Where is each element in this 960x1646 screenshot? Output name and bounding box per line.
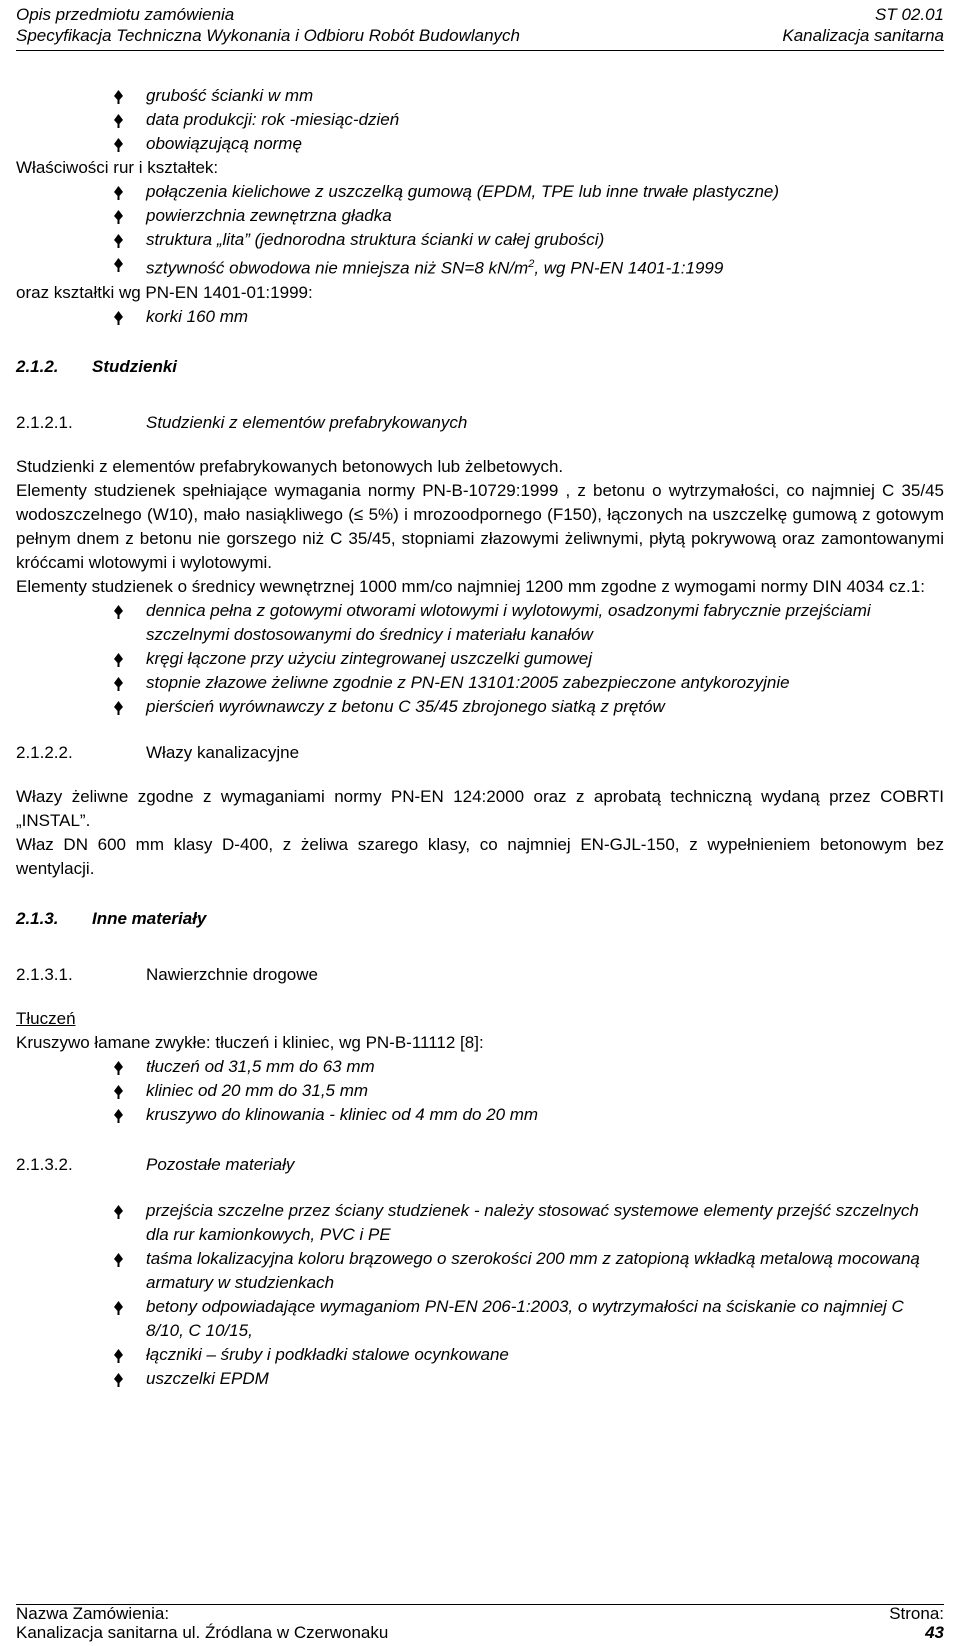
diamond-bullet-icon — [114, 1301, 123, 1315]
section-heading — [16, 907, 944, 931]
footer-page-label: Strona: — [889, 1604, 944, 1623]
diamond-bullet-icon — [114, 258, 123, 272]
list-item-text: powierzchnia zewnętrzna gładka — [146, 206, 392, 225]
list-item — [16, 599, 944, 647]
footer-page-number: 43 — [925, 1623, 944, 1642]
header-spec-code: ST 02.01 — [875, 5, 944, 24]
stiffness-norm: , wg PN-EN 1401-1:1999 — [534, 258, 724, 278]
list-item-text: betony odpowiadające wymaganiom PN-EN 206-1:2003, o wytrzymałości na ściskanie co najmniej C 8/10, C 10/15, — [146, 1296, 904, 1340]
fittings-norm: oraz kształtki wg PN-EN 1401-01:1999: — [16, 282, 313, 302]
list-item — [16, 1055, 944, 1079]
list-item-text: połączenia kielichowe z uszczelką gumową (EPDM, TPE lub inne trwałe plastyczne) — [146, 182, 780, 201]
paragraph: Włazy żeliwne zgodne z wymaganiami normy PN-EN 124:2000 oraz z aprobatą techniczną wydaną przez COBRTI „INSTAL”. — [16, 786, 944, 830]
subsection-title: Studzienki z elementów prefabrykowanych — [146, 412, 468, 432]
subsection-title: Pozostałe materiały — [146, 1154, 295, 1174]
header-section-name: Kanalizacja sanitarna — [782, 26, 944, 45]
subsection-number: 2.1.3.1. — [16, 964, 73, 984]
list-item-text: pierścień wyrównawczy z betonu C 35/45 zbrojonego siatką z prętów — [146, 696, 665, 716]
list-item — [16, 228, 944, 252]
properties-list — [16, 180, 944, 252]
plugs-list — [16, 305, 944, 329]
subsection-number: 2.1.3.2. — [16, 1154, 73, 1174]
list-item-text: tłuczeń od 31,5 mm do 63 mm — [146, 1056, 375, 1076]
paragraph: Kruszywo łamane zwykłe: tłuczeń i kliniec, wg PN-B-11112 [8]: — [16, 1032, 484, 1052]
list-item-text: stopnie złazowe żeliwne zgodnie z PN-EN 13101:2005 zabezpieczone antykorozyjnie — [146, 672, 790, 692]
diamond-bullet-icon — [114, 701, 123, 715]
marking-list — [16, 84, 944, 156]
diamond-bullet-icon — [114, 311, 123, 325]
stiffness-text: sztywność obwodowa nie mniejsza niż SN=8 kN/m — [146, 258, 529, 278]
header-spec-title: Specyfikacja Techniczna Wykonania i Odbioru Robót Budowlanych — [16, 26, 520, 45]
diamond-bullet-icon — [114, 1061, 123, 1075]
list-item — [16, 132, 944, 156]
list-item-text: dennica pełna z gotowymi otworami wlotowymi i wylotowymi, osadzonymi fabrycznie przejściami szczelnymi dostosowanymi do średnicy i materiału kanałów — [146, 600, 871, 644]
section-number: 2.1.3. — [16, 908, 59, 928]
list-item — [16, 84, 944, 108]
footer-order-label: Nazwa Zamówienia: — [16, 1604, 170, 1623]
list-item — [16, 305, 944, 329]
manhole-elements-list — [16, 599, 944, 719]
list-item-text: kruszywo do klinowania - kliniec od 4 mm do 20 mm — [146, 1104, 539, 1124]
diamond-bullet-icon — [114, 1253, 123, 1267]
subsection-heading — [16, 1153, 944, 1177]
list-item — [16, 252, 944, 281]
list-item-text: kręgi łączone przy użyciu zintegrowanej uszczelki gumowej — [146, 648, 592, 668]
diamond-bullet-icon — [114, 1349, 123, 1363]
list-item-text: korki 160 mm — [146, 306, 249, 326]
footer-order-name: Kanalizacja sanitarna ul. Źródlana w Czerwonaku — [16, 1623, 389, 1642]
list-item-text: struktura „lita” (jednorodna struktura ścianki w całej grubości) — [146, 230, 605, 249]
aggregate-list — [16, 1055, 944, 1127]
list-item-text: data produkcji: rok -miesiąc-dzień — [146, 110, 400, 129]
tluczen-heading: Tłuczeń — [16, 1008, 76, 1028]
diamond-bullet-icon — [114, 1109, 123, 1123]
list-item — [16, 671, 944, 695]
diamond-bullet-icon — [114, 210, 123, 224]
subsection-title: Nawierzchnie drogowe — [146, 964, 318, 984]
paragraph: Właz DN 600 mm klasy D-400, z żeliwa szarego klasy, co najmniej EN-GJL-150, z wypełnieniem betonowym bez wentylacji. — [16, 834, 944, 878]
diamond-bullet-icon — [114, 605, 123, 619]
stiffness-list — [16, 252, 944, 281]
fittings-label: Właściwości rur i kształtek: — [16, 158, 219, 177]
page-footer — [16, 1604, 944, 1642]
list-item — [16, 1199, 944, 1247]
other-materials-list — [16, 1199, 944, 1391]
paragraph: Studzienki z elementów prefabrykowanych betonowych lub żelbetowych. — [16, 456, 564, 476]
diamond-bullet-icon — [114, 90, 123, 104]
list-item-text: uszczelki EPDM — [146, 1368, 269, 1388]
list-item-text: taśma lokalizacyjna koloru brązowego o szerokości 200 mm z zatopioną wkładką metalową mocowaną armatury w studzienkach — [146, 1248, 920, 1292]
diamond-bullet-icon — [114, 234, 123, 248]
diamond-bullet-icon — [114, 677, 123, 691]
list-item-text: przejścia szczelne przez ściany studzienek - należy stosować systemowe elementy przejść szczelnych dla rur kamionkowych, PVC i PE — [146, 1200, 919, 1244]
section-title: Studzienki — [92, 356, 178, 376]
subsection-number: 2.1.2.2. — [16, 742, 73, 762]
list-item — [16, 1103, 944, 1127]
subsection-heading — [16, 963, 944, 987]
section-number: 2.1.2. — [16, 356, 59, 376]
list-item — [16, 108, 944, 132]
list-item — [16, 1295, 944, 1343]
list-item — [16, 1079, 944, 1103]
diamond-bullet-icon — [114, 1205, 123, 1219]
list-item — [16, 1247, 944, 1295]
subsection-number: 2.1.2.1. — [16, 412, 73, 432]
document-body — [16, 84, 944, 1391]
section-title: Inne materiały — [92, 908, 207, 928]
diamond-bullet-icon — [114, 1373, 123, 1387]
section-heading — [16, 355, 944, 379]
diamond-bullet-icon — [114, 114, 123, 128]
subsection-heading — [16, 741, 944, 765]
list-item-text: grubość ścianki w mm — [146, 86, 314, 105]
stiffness-sup: 2 — [528, 258, 535, 270]
list-item — [16, 180, 944, 204]
list-item-text: łączniki – śruby i podkładki stalowe ocynkowane — [146, 1344, 509, 1364]
list-item — [16, 1367, 944, 1391]
diamond-bullet-icon — [114, 138, 123, 152]
list-item — [16, 647, 944, 671]
list-item — [16, 695, 944, 719]
diamond-bullet-icon — [114, 653, 123, 667]
subsection-heading — [16, 411, 944, 435]
page-header — [16, 4, 944, 46]
paragraph: Elementy studzienek o średnicy wewnętrznej 1000 mm/co najmniej 1200 mm zgodne z wymogami normy DIN 4034 cz.1: — [16, 576, 925, 596]
header-doc-type: Opis przedmiotu zamówienia — [16, 5, 235, 24]
diamond-bullet-icon — [114, 186, 123, 200]
list-item — [16, 1343, 944, 1367]
diamond-bullet-icon — [114, 1085, 123, 1099]
subsection-title: Włazy kanalizacyjne — [146, 742, 300, 762]
list-item — [16, 204, 944, 228]
list-item-text: obowiązującą normę — [146, 134, 302, 153]
header-divider — [16, 50, 944, 51]
list-item-text: kliniec od 20 mm do 31,5 mm — [146, 1080, 369, 1100]
paragraph: Elementy studzienek spełniające wymagania normy PN-B-10729:1999 , z betonu o wytrzymałości, co najmniej C 35/45 wodoszczelnego (W10), mało nasiąkliwego (≤ 5%) i mrozoodpornego (F150), łączonych na uszczelkę gumową z gotowym pełnym dnem z betonu nie gorszego niż C 35/45, stopniami złazowymi żeliwnymi, płytą pokrywową oraz zamontowanymi króćcami wlotowymi i wylotowymi. — [16, 480, 944, 572]
